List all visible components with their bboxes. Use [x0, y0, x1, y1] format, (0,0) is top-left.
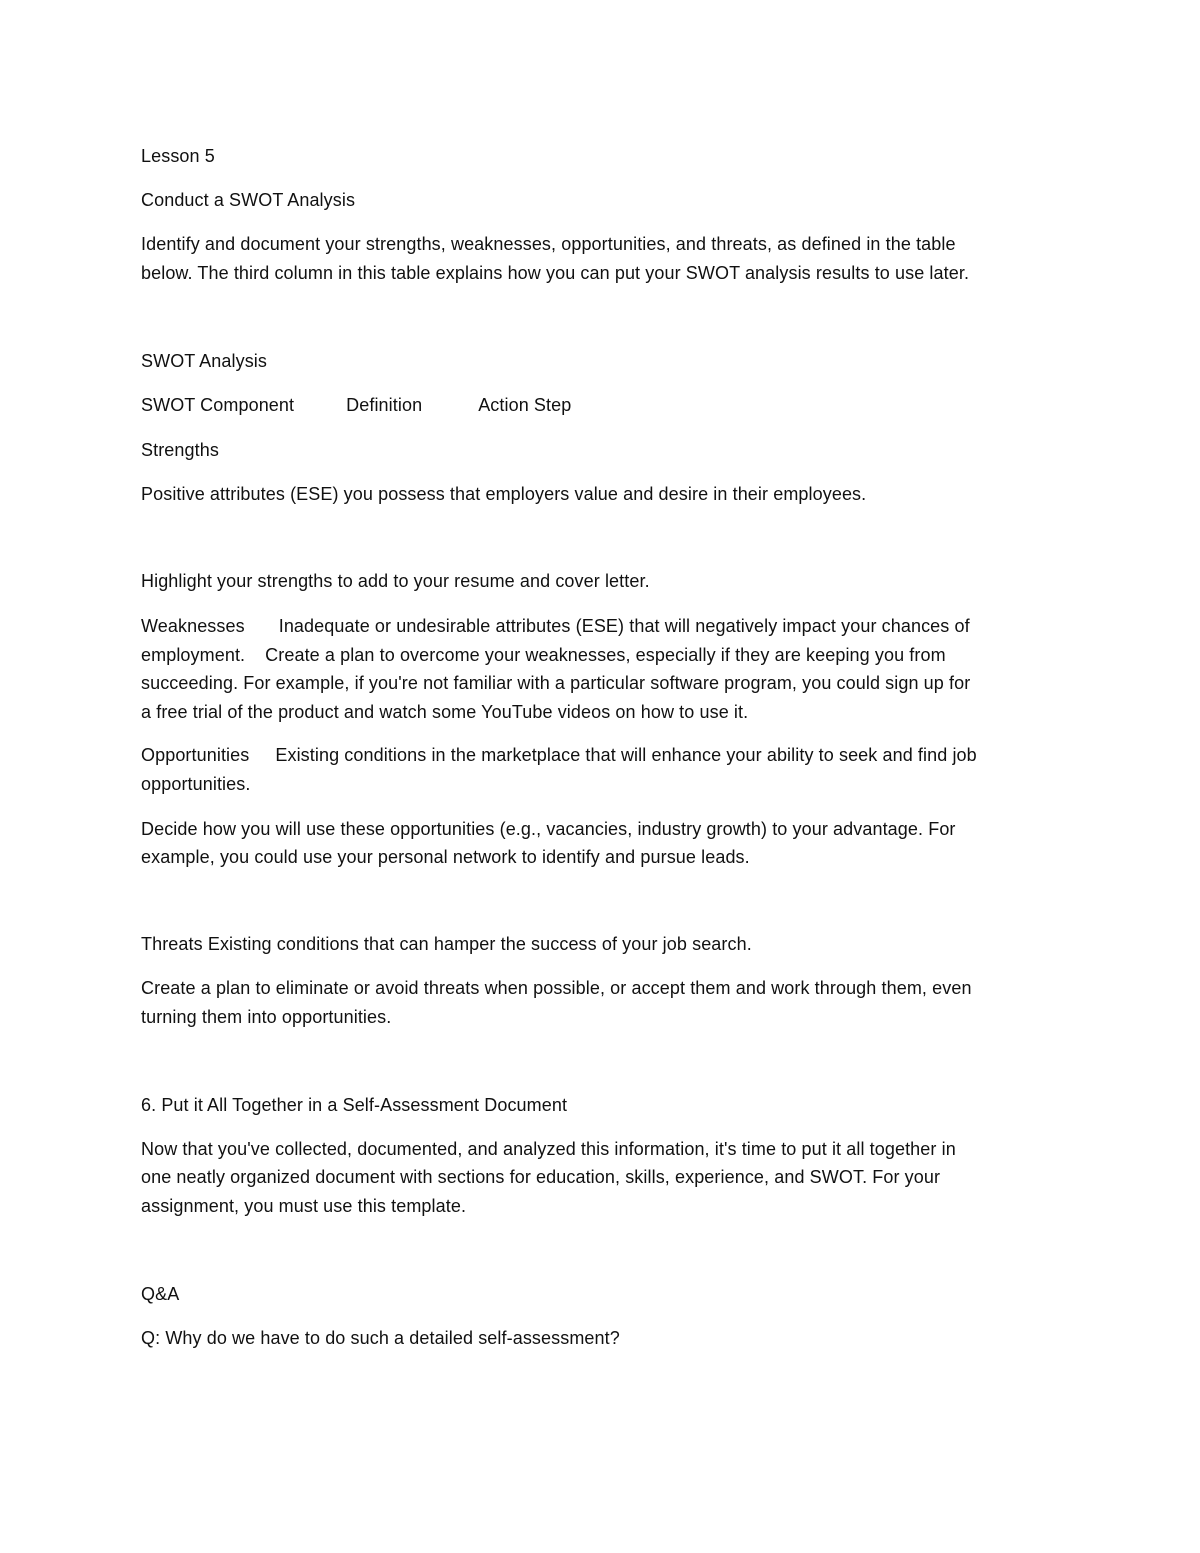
- threats-action-1: Create a plan to eliminate or avoid threats when possible, or accept them and work through them, even: [141, 978, 972, 998]
- threats-action-2: turning them into opportunities.: [141, 1007, 392, 1027]
- qa-title: Q&A: [141, 1284, 180, 1304]
- table-header-definition: Definition: [346, 395, 423, 415]
- threats-definition: Existing conditions that can hamper the success of your job search.: [207, 934, 752, 954]
- weaknesses-action-2: succeeding. For example, if you're not familiar with a particular software program, you could sign up for: [141, 673, 971, 693]
- weaknesses-definition-2: employment.: [141, 645, 246, 665]
- intro-line-1: Identify and document your strengths, weaknesses, opportunities, and threats, as defined in the table: [141, 234, 956, 254]
- opportunities-label: Opportunities: [141, 745, 250, 765]
- strengths-label: Strengths: [141, 440, 219, 460]
- weaknesses-row-line-1: [141, 612, 1061, 640]
- weaknesses-label: Weaknesses: [141, 616, 245, 636]
- weaknesses-definition-1: Inadequate or undesirable attributes (ESE) that will negatively impact your chances of: [278, 616, 970, 636]
- strengths-definition: Positive attributes (ESE) you possess that employers value and desire in their employees.: [141, 484, 867, 504]
- section6-line-2: one neatly organized document with sections for education, skills, experience, and SWOT. For your: [141, 1167, 941, 1187]
- lesson-title: Lesson 5: [141, 146, 215, 166]
- opportunities-row-line-1: [141, 741, 1061, 769]
- section6-line-3: assignment, you must use this template.: [141, 1196, 467, 1216]
- section-title: Conduct a SWOT Analysis: [141, 190, 356, 210]
- intro-line-2: below. The third column in this table explains how you can put your SWOT analysis results to use later.: [141, 263, 970, 283]
- opportunities-action-2: example, you could use your personal network to identify and pursue leads.: [141, 847, 750, 867]
- question-line: [141, 1324, 1061, 1352]
- question-text: Why do we have to do such a detailed self-assessment?: [165, 1328, 620, 1348]
- weaknesses-action-1: Create a plan to overcome your weaknesses, especially if they are keeping you from: [265, 645, 946, 665]
- section6-title: 6. Put it All Together in a Self-Assessment Document: [141, 1095, 568, 1115]
- weaknesses-action-3: a free trial of the product and watch some YouTube videos on how to use it.: [141, 702, 749, 722]
- table-header-row: [141, 391, 1061, 419]
- strengths-action: Highlight your strengths to add to your resume and cover letter.: [141, 571, 650, 591]
- table-title: SWOT Analysis: [141, 351, 267, 371]
- threats-label: Threats: [141, 934, 203, 954]
- threats-row: [141, 930, 1061, 958]
- opportunities-action-1: Decide how you will use these opportunities (e.g., vacancies, industry growth) to your advantage. For: [141, 819, 956, 839]
- question-label: Q:: [141, 1328, 161, 1348]
- opportunities-definition-1: Existing conditions in the marketplace that will enhance your ability to seek and find job: [275, 745, 977, 765]
- table-header-component: SWOT Component: [141, 395, 295, 415]
- table-header-action: Action Step: [478, 395, 572, 415]
- section6-line-1: Now that you've collected, documented, and analyzed this information, it's time to put it all together in: [141, 1139, 956, 1159]
- weaknesses-row-line-2: [141, 641, 1061, 669]
- opportunities-definition-2: opportunities.: [141, 774, 251, 794]
